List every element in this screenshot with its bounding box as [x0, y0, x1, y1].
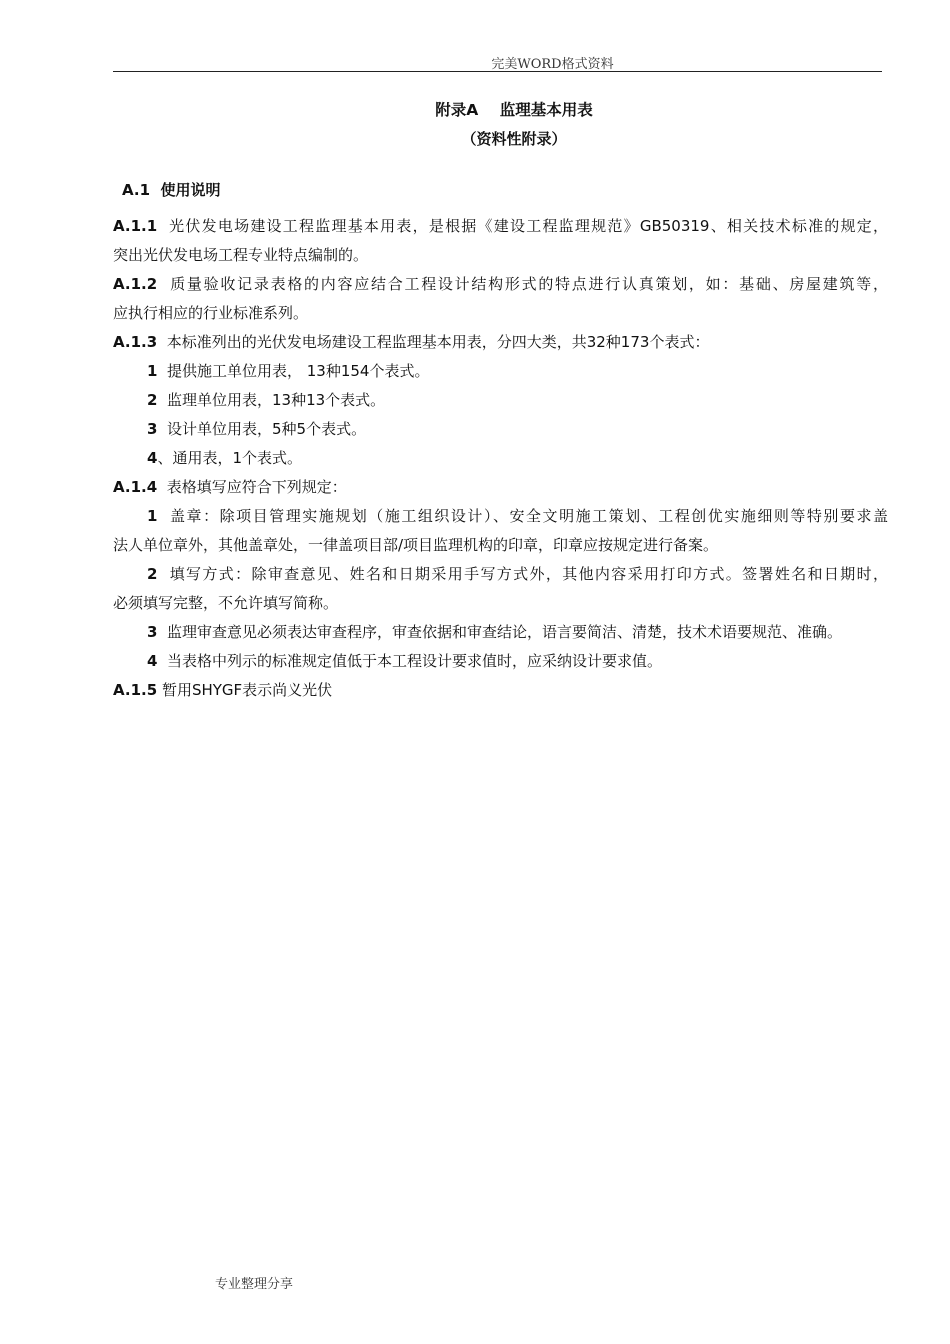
item-number: 3 — [147, 623, 158, 641]
item-number: 3 — [147, 420, 158, 438]
list-item — [113, 560, 888, 589]
item-continuation: 必须填写完整，不允许填写简称。 — [113, 594, 339, 612]
clause-line — [113, 270, 888, 299]
clause-text: 表格填写应符合下列规定： — [166, 478, 347, 496]
item-text: 填写方式：除审查意见、姓名和日期采用手写方式外，其他内容采用打印方式。签署姓名和日期时， — [169, 565, 888, 583]
clause-id: A.1.5 — [113, 681, 158, 699]
item-text: 监理单位用表，13种13个表式。 — [166, 391, 386, 409]
item-number: 2 — [147, 565, 158, 583]
item-number: 1 — [147, 362, 158, 380]
page-header: 完美WORD格式资料 — [491, 57, 614, 72]
clause-id: A.1.2 — [113, 275, 158, 293]
list-item — [113, 357, 888, 386]
clause-line — [113, 473, 888, 502]
list-item — [113, 618, 888, 647]
clause-text: 光伏发电场建设工程监理基本用表，是根据《建设工程监理规范》GB50319、相关技术标准的规定， — [169, 217, 888, 235]
clause-line — [113, 328, 888, 357]
list-item — [113, 502, 888, 531]
clause-line — [113, 676, 888, 705]
item-continuation: 法人单位章外，其他盖章处，一律盖项目部/项目监理机构的印章，印章应按规定进行备案。 — [113, 536, 719, 554]
item-number: 2 — [147, 391, 158, 409]
item-number: 4 — [147, 449, 158, 467]
clause-id: A.1.4 — [113, 478, 158, 496]
list-item — [113, 444, 888, 473]
clause-text: 本标准列出的光伏发电场建设工程监理基本用表，分四大类，共32种173个表式： — [166, 333, 710, 351]
clause-continuation: 突出光伏发电场工程专业特点编制的。 — [113, 246, 369, 264]
item-text: 提供施工单位用表， 13种154个表式。 — [166, 362, 430, 380]
appendix-subtitle: （资料性附录） — [461, 130, 567, 148]
appendix-title: 附录A 监理基本用表 — [435, 101, 593, 119]
clause-continuation: 应执行相应的行业标准系列。 — [113, 304, 309, 322]
clause-text: 质量验收记录表格的内容应结合工程设计结构形式的特点进行认真策划，如：基础、房屋建筑等， — [170, 275, 888, 293]
header-rule — [113, 71, 882, 72]
clause-id: A.1.3 — [113, 333, 158, 351]
page-footer: 专业整理分享 — [215, 1277, 294, 1292]
clause-text: 暂用SHYGF表示尚义光伏 — [161, 681, 333, 699]
item-text: 、通用表，1个表式。 — [157, 449, 302, 467]
item-number: 1 — [147, 507, 158, 525]
clause-id: A.1.1 — [113, 217, 158, 235]
item-text: 盖章：除项目管理实施规划（施工组织设计）、安全文明施工策划、工程创优实施细则等特别要求盖 — [170, 507, 888, 525]
item-text: 设计单位用表，5种5个表式。 — [166, 420, 367, 438]
list-item — [113, 415, 888, 444]
list-item — [113, 647, 888, 676]
clause-line — [113, 212, 888, 241]
item-number: 4 — [147, 652, 158, 670]
list-item — [113, 386, 888, 415]
document-body — [113, 212, 888, 705]
item-text: 当表格中列示的标准规定值低于本工程设计要求值时，应采纳设计要求值。 — [166, 652, 662, 670]
item-text: 监理审查意见必须表达审查程序，审查依据和审查结论，语言要简洁、清楚，技术术语要规范、准确。 — [166, 623, 842, 641]
section-heading: A.1 使用说明 — [122, 181, 221, 199]
